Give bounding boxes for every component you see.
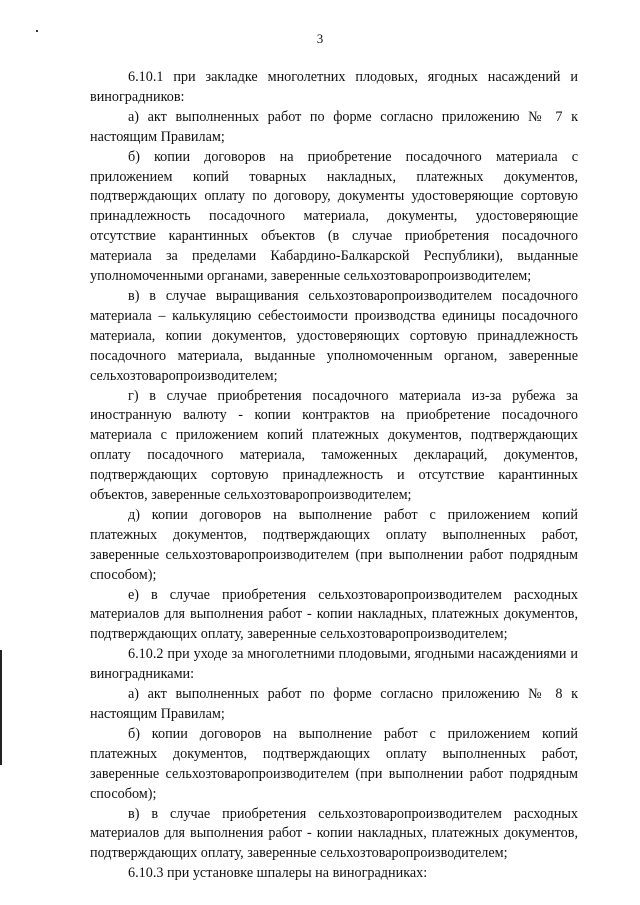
- margin-mark: [0, 650, 2, 765]
- item-a: а) акт выполненных работ по форме согласно приложению № 8 к настоящим Правилам;: [90, 686, 578, 722]
- clause-6-10-2: 6.10.2 при уходе за многолетними плодовыми, ягодными насаждениями и виноградниками:: [90, 646, 578, 683]
- item-v: в) в случае выращивания сельхозтоваропроизводителем посадочного материала – калькуляцию себестоимости производства единицы посадочного материала, копии документов, удостоверяющих сортовую принадлежность посадочного материала, выданные уполномоченным органом, заверенные сельхозтоваропроизводителем;: [90, 287, 578, 384]
- clause-6-10-3: 6.10.3 при установке шпалеры на виноградниках:: [128, 865, 428, 882]
- item-v: в) в случае приобретения сельхозтоваропроизводителем расходных материалов для выполнения работ - копии накладных, платежных документов, подтверждающих оплату, заверенные сельхозтоваропроизводителем;: [90, 805, 578, 862]
- item-g: г) в случае приобретения посадочного материала из-за рубежа за иностранную валюту - копии контрактов на приобретение посадочного материала с приложением копий платежных документов, подтверждающих оплату посадочного материала, таможенных деклараций, документов, подтверждающих сортовую принадлежность и отсутствие карантинных объектов, заверенные сельхозтоваропроизводителем;: [90, 387, 578, 504]
- clause-6-10-1: 6.10.1 при закладке многолетних плодовых, ягодных насаждений и виноградников:: [90, 69, 578, 105]
- document-body: [90, 68, 578, 884]
- item-e: е) в случае приобретения сельхозтоваропроизводителем расходных материалов для выполнения работ - копии накладных, платежных документов, подтверждающих оплату, заверенные сельхозтоваропроизводителем;: [90, 586, 578, 643]
- page-number: 3: [316, 31, 324, 46]
- item-b: б) копии договоров на приобретение посадочного материала с приложением копий товарных накладных, платежных документов, подтверждающих оплату по договору, документы удостоверяющие сортовую принадлежность посадочного материала, документы, удостоверяющие отсутствие карантинных объектов (в случае приобретения посадочного материала за пределами Кабардино-Балкарской Республики), выданные уполномоченными органами, заверенные сельхозтоваропроизводителем;: [90, 148, 578, 285]
- item-a: а) акт выполненных работ по форме согласно приложению № 7 к настоящим Правилам;: [90, 108, 578, 145]
- item-d: д) копии договоров на выполнение работ с приложением копий платежных документов, подтверждающих оплату выполненных работ, заверенные сельхозтоваропроизводителем (при выполнении работ подрядным способом);: [90, 506, 578, 583]
- item-b: б) копии договоров на выполнение работ с приложением копий платежных документов, подтверждающих оплату выполненных работ, заверенные сельхозтоваропроизводителем (при выполнении работ подрядным способом);: [90, 725, 578, 802]
